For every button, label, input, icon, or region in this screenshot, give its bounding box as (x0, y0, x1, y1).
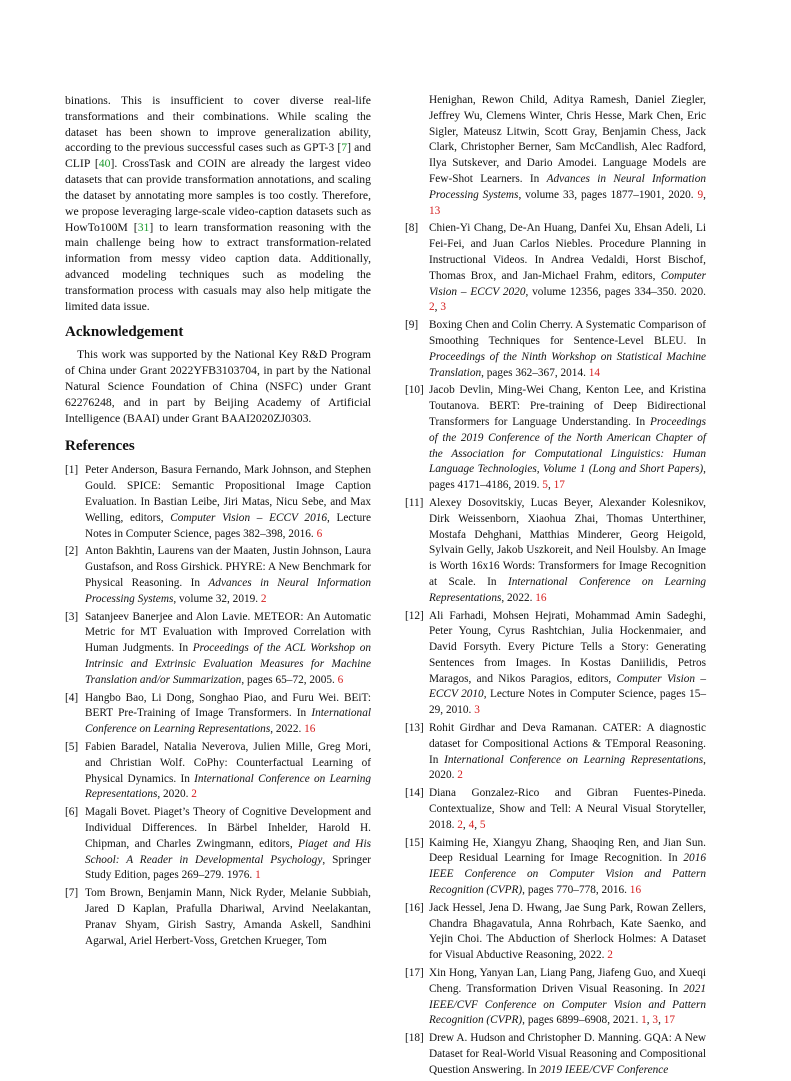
back-reference-link[interactable]: 16 (304, 723, 316, 736)
reference-text: Satanjeev Banerjee and Alon Lavie. METEOR: An Automatic Metric for MT Evaluation with Improved Correlation with Human Judgments. In (85, 610, 371, 655)
back-reference-link[interactable]: 2 (457, 769, 463, 782)
reference-venue: Computer Vision – ECCV 2016 (170, 511, 328, 524)
reference-text: Anton Bakhtin, Laurens van der Maaten, Justin Johnson, Laura Gustafson, and Ross Girshick. PHYRE: A New Benchmark for Physical Reasoning. In (85, 545, 371, 590)
back-reference-link[interactable]: 17 (553, 479, 565, 492)
reference-entry (65, 544, 371, 607)
reference-venue: 2019 IEEE/CVF Conference (539, 1063, 669, 1076)
reference-venue: 2021 IEEE/CVF Conference on Computer Vision and Pattern Recognition (CVPR) (429, 982, 706, 1027)
reference-text: Magali Bovet. Piaget’s Theory of Cognitive Development and Individual Differences. In Bärbel Inhelder, Harold H. Chipman, and Charles Zwingmann, editors, (85, 806, 371, 850)
reference-details: , Springer Study Edition, pages 269–279. 1976. (85, 853, 371, 882)
reference-number: [9] (405, 319, 419, 332)
intro-text-1: binations. This is insufficient to cover diverse real-life transformations and their combinations. While scaling the dataset has been shown to improve generalization ability, according to the previous successful cases such as GPT-3 [ (65, 94, 371, 155)
reference-entry (405, 721, 706, 784)
back-reference-link[interactable]: 2 (191, 788, 197, 801)
reference-number: [14] (405, 787, 424, 800)
back-reference-link[interactable]: 2 (457, 818, 463, 831)
reference-text: Hangbo Bao, Li Dong, Songhao Piao, and Furu Wei. BEiT: BERT Pre-Training of Image Transformers. In (85, 691, 371, 720)
right-column (405, 93, 706, 1081)
reference-text: Jack Hessel, Jena D. Hwang, Jae Sung Park, Rowan Zellers, Chandra Bhagavatula, Anna Rohrbach, Kate Saenko, and Yejin Choi. The Abduction of Sherlock Holmes: A Dataset for Visual Abductive Reasoning, 2022. (429, 901, 706, 962)
reference-venue: International Conference on Learning Representations (429, 575, 707, 604)
reference-text: Jacob Devlin, Ming-Wei Chang, Kenton Lee, and Kristina Toutanova. BERT: Pre-training of Deep Bidirectional Transformers for Language Understanding. In (429, 384, 706, 428)
reference-number: [3] (65, 610, 79, 623)
reference-text: Ali Farhadi, Mohsen Hejrati, Mohammad Amin Sadeghi, Peter Young, Cyrus Rashtchian, Julia Hockenmaier, and David Forsyth. Every Picture Tells a Story: Generating Sentences from Images. In Kostas Daniilidis, Petros Maragos, and Nikos Paragios, editors, (429, 609, 706, 685)
reference-venue: 2016 IEEE Conference on Computer Vision and Pattern Recognition (CVPR) (429, 852, 706, 897)
reference-details: , pages 6899–6908, 2021. (522, 1014, 642, 1027)
reference-details: , Lecture Notes in Computer Science, pages 382–398, 2016. (85, 511, 371, 540)
reference-details: , pages 770–778, 2016. (522, 884, 630, 897)
left-column (65, 93, 371, 951)
back-reference-link[interactable]: 4 (468, 818, 475, 831)
reference-details: , pages 362–367, 2014. (481, 366, 589, 379)
reference-entry (405, 901, 706, 964)
reference-venue: Computer Vision – ECCV 2010 (429, 672, 706, 701)
citation-link[interactable]: 31 (137, 220, 150, 234)
reference-number: [12] (405, 609, 424, 622)
reference-text: Tom Brown, Benjamin Mann, Nick Ryder, Melanie Subbiah, Jared D Kaplan, Prafulla Dhariwal, Arvind Neelakantan, Pranav Shyam, Girish Sastry, Amanda Askell, Sandhini Agarwal, Ariel Herbert-Voss, Gretchen Krueger, Tom (85, 887, 371, 947)
reference-text: Diana Gonzalez-Rico and Gibran Fuentes-Pineda. Contextualize, Show and Tell: A Neural Visual Storyteller, 2018. (429, 787, 706, 831)
reference-venue: Proceedings of the Ninth Workshop on Statistical Machine Translation (429, 350, 706, 379)
references-heading: References (65, 438, 135, 455)
back-reference-link[interactable]: 1 (641, 1014, 647, 1027)
reference-entry (65, 610, 371, 689)
reference-entry (405, 609, 706, 720)
back-reference-link[interactable]: 1 (255, 869, 261, 882)
reference-list-right (405, 93, 706, 1079)
reference-number: [11] (405, 496, 424, 509)
reference-entry: [8] Chien-Yi Chang, De-An Huang, Danfei Xu, Ehsan Adeli, Li Fei-Fei, and Juan Carlos Niebles. Procedure Planning in Instructional Videos. In Andrea Vedaldi, Horst Bischof, Thomas Brox, and Jan-Michael Frahm, editors, Computer Vision – ECCV 2020, volume 12356, pages 334–350. 2020. 2, 3 (405, 222, 706, 314)
reference-details: , volume 12356, pages 334–350. 2020. (525, 285, 706, 298)
back-reference-link[interactable]: 13 (429, 204, 441, 217)
reference-text: Rohit Girdhar and Deva Ramanan. CATER: A diagnostic dataset for Compositional Actions & TEmporal Reasoning. In (429, 722, 706, 766)
intro-paragraph (65, 93, 371, 314)
citation-link[interactable]: 40 (98, 157, 111, 171)
back-reference-link[interactable]: 2 (260, 592, 267, 605)
back-reference-link[interactable]: 5 (542, 479, 548, 492)
reference-entry (405, 318, 706, 381)
reference-number: [17] (405, 967, 424, 980)
reference-number: [8] (405, 222, 419, 235)
reference-details: , 2022. (501, 591, 536, 604)
reference-entry (405, 836, 706, 899)
back-reference-link[interactable]: 6 (337, 673, 344, 686)
reference-venue: Computer Vision – ECCV 2020 (429, 269, 706, 298)
back-reference-link[interactable]: 3 (474, 704, 480, 717)
reference-entry: [17] Xin Hong, Yanyan Lan, Liang Pang, Jiafeng Guo, and Xueqi Cheng. Transformation Driven Visual Reasoning. In 2021 IEEE/CVF Conference on Computer Vision and Pattern Recognition (CVPR), pages 6899–6908, 2021. 1, 3, 17 (405, 967, 706, 1027)
reference-number: [16] (405, 901, 424, 914)
reference-text: Xin Hong, Yanyan Lan, Liang Pang, Jiafeng Guo, and Xueqi Cheng. Transformation Driven Visual Reasoning. In (429, 967, 706, 995)
reference-details: , 2020. (157, 788, 192, 801)
citation-link[interactable]: 7 (341, 141, 348, 155)
reference-text: Peter Anderson, Basura Fernando, Mark Johnson, and Stephen Gould. SPICE: Semantic Propositional Image Caption Evaluation. In Bastian Leibe, Jiri Matas, Nicu Sebe, and Max Welling, editors, (85, 464, 371, 524)
intro-text-2: ] and CLIP [ (65, 141, 371, 171)
reference-entry (65, 463, 371, 542)
back-reference-link[interactable]: 3 (652, 1014, 659, 1027)
reference-venue: International Conference on Learning Representations (444, 753, 704, 766)
intro-text-3: ]. CrossTask and COIN are already the largest video datasets that can provide transformation annotations, and scaling the dataset by annotating more samples is too costly. Therefore, we propose leveraging large-scale video-caption datasets such as HowTo100M [ (65, 157, 371, 234)
reference-number: [5] (65, 740, 79, 753)
reference-text: Boxing Chen and Colin Cherry. A Systematic Comparison of Smoothing Techniques for Sentence-Level BLEU. In (429, 319, 706, 347)
reference-number: [6] (65, 806, 79, 819)
back-reference-link[interactable]: 3 (440, 301, 446, 314)
back-reference-link[interactable]: 16 (629, 884, 642, 897)
reference-details: , pages 4171–4186, 2019. (429, 463, 706, 492)
reference-text: Chien-Yi Chang, De-An Huang, Danfei Xu, Ehsan Adeli, Li Fei-Fei, and Juan Carlos Niebles. Procedure Planning in Instructional Videos. In Andrea Vedaldi, Horst Bischof, Thomas Brox, and Jan-Michael Frahm, editors, (429, 222, 706, 282)
reference-venue: Proceedings of the 2019 Conference of the North American Chapter of the Association for Computational Linguistics: Human Language Technologies, Volume 1 (Long and Short Papers) (429, 415, 706, 476)
back-reference-link[interactable]: 5 (479, 818, 486, 831)
reference-number: [18] (405, 1032, 424, 1045)
reference-entry (65, 740, 371, 803)
back-reference-link[interactable]: 2 (607, 949, 613, 962)
back-reference-link[interactable]: 2 (429, 301, 435, 314)
intro-text-4: ] to learn transformation reasoning with the main challenge being how to extract transformation-related information from messy video caption data. Additionally, advanced modeling techniques such as modeling the transformation process with casuals may also help mitigate the limited data issue. (65, 220, 371, 313)
reference-details: , 2022. (270, 723, 305, 736)
reference-venue: Proceedings of the ACL Workshop on Intrinsic and Extrinsic Evaluation Measures for Machine Translation and/or Summarization (85, 642, 372, 686)
reference-text: Fabien Baradel, Natalia Neverova, Julien Mille, Greg Mori, and Christian Wolf. CoPhy: Counterfactual Learning of Physical Dynamics. In (85, 740, 371, 785)
reference-text: Alexey Dosovitskiy, Lucas Beyer, Alexander Kolesnikov, Dirk Weissenborn, Xiaohua Zhai, Thomas Unterthiner, Mostafa Dehghani, Matthias Minderer, Georg Heigold, Sylvain Gelly, Jakob Uszkoreit, and Neil Houlsby. An Image is Worth 16x16 Words: Transformers for Image Recognition at Scale. In (429, 496, 706, 588)
back-reference-link[interactable]: 14 (588, 366, 601, 379)
reference-details: , 2020. (429, 753, 706, 782)
reference-entry (65, 886, 371, 949)
acknowledgement-text: This work was supported by the National Key R&D Program of China under Grant 2022YFB3103704, in part by the National Natural Science Foundation of China (NSFC) under Grant 62276248, and in part by Beijing Academy of Artificial Intelligence (BAAI) under Grant BAAI2020ZJ0303. (65, 348, 371, 425)
reference-number: [1] (65, 464, 79, 477)
reference-entry (405, 496, 706, 607)
reference-venue: International Conference on Learning Representations (85, 707, 371, 736)
reference-venue: Advances in Neural Information Processing Systems (429, 172, 706, 201)
back-reference-link[interactable]: 17 (663, 1014, 676, 1027)
reference-number: [10] (405, 384, 424, 397)
reference-venue: Piaget and His School: A Reader in Developmental Psychology (85, 837, 371, 866)
back-reference-link[interactable]: 6 (316, 527, 323, 540)
reference-number: [4] (65, 691, 79, 704)
reference-entry: Henighan, Rewon Child, Aditya Ramesh, Daniel Ziegler, Jeffrey Wu, Clemens Winter, Chris Hesse, Mark Chen, Eric Sigler, Mateusz Litwin, Scott Gray, Benjamin Chess, Jack Clark, Christopher Berner, Sam McCandlish, Alec Radford, Ilya Sutskever, and Dario Amodei. Language Models are Few-Shot Learners. In Advances in Neural Information Processing Systems, volume 33, pages 1877–1901, 2020. 9, 13 (429, 94, 706, 217)
reference-number: [7] (65, 887, 79, 900)
reference-venue: International Conference on Learning Representations (85, 772, 372, 801)
acknowledgement-heading: Acknowledgement (65, 324, 184, 341)
reference-entry: [14] Diana Gonzalez-Rico and Gibran Fuentes-Pineda. Contextualize, Show and Tell: A Neural Visual Storyteller, 2018. 2, 4, 5 (405, 787, 706, 831)
reference-number: [13] (405, 722, 424, 735)
reference-entry (65, 805, 371, 884)
reference-details: , volume 32, 2019. (173, 592, 261, 605)
reference-venue: Advances in Neural Information Processing Systems (85, 577, 371, 605)
back-reference-link[interactable]: 9 (697, 188, 704, 201)
reference-text: Henighan, Rewon Child, Aditya Ramesh, Daniel Ziegler, Jeffrey Wu, Clemens Winter, Chris Hesse, Mark Chen, Eric Sigler, Mateusz Litwin, Scott Gray, Benjamin Chess, Jack Clark, Christopher Berner, Sam McCandlish, Alec Radford, Ilya Sutskever, and Dario Amodei. Language Models are Few-Shot Learners. In (429, 94, 706, 185)
reference-details: , Lecture Notes in Computer Science, pages 15–29, 2010. (429, 688, 706, 717)
reference-entry (65, 691, 371, 738)
back-reference-link[interactable]: 16 (535, 591, 547, 604)
reference-text: Kaiming He, Xiangyu Zhang, Shaoqing Ren, and Jian Sun. Deep Residual Learning for Image Recognition. In (429, 836, 706, 865)
reference-details: , pages 65–72, 2005. (241, 673, 338, 686)
reference-entry (405, 1031, 706, 1078)
reference-number: [2] (65, 545, 79, 558)
reference-number: [15] (405, 836, 424, 849)
reference-list-left (65, 463, 371, 949)
reference-text: Drew A. Hudson and Christopher D. Manning. GQA: A New Dataset for Real-World Visual Reasoning and Compositional Question Answering. In (429, 1032, 706, 1076)
reference-details: , volume 33, pages 1877–1901, 2020. (518, 188, 698, 201)
reference-entry: [10] Jacob Devlin, Ming-Wei Chang, Kenton Lee, and Kristina Toutanova. BERT: Pre-training of Deep Bidirectional Transformers for Language Understanding. In Proceedings of the 2019 Conference of the North American Chapter of the Association for Computational Linguistics: Human Language Technologies, Volume 1 (Long and Short Papers), pages 4171–4186, 2019. 5, 17 (405, 384, 706, 492)
